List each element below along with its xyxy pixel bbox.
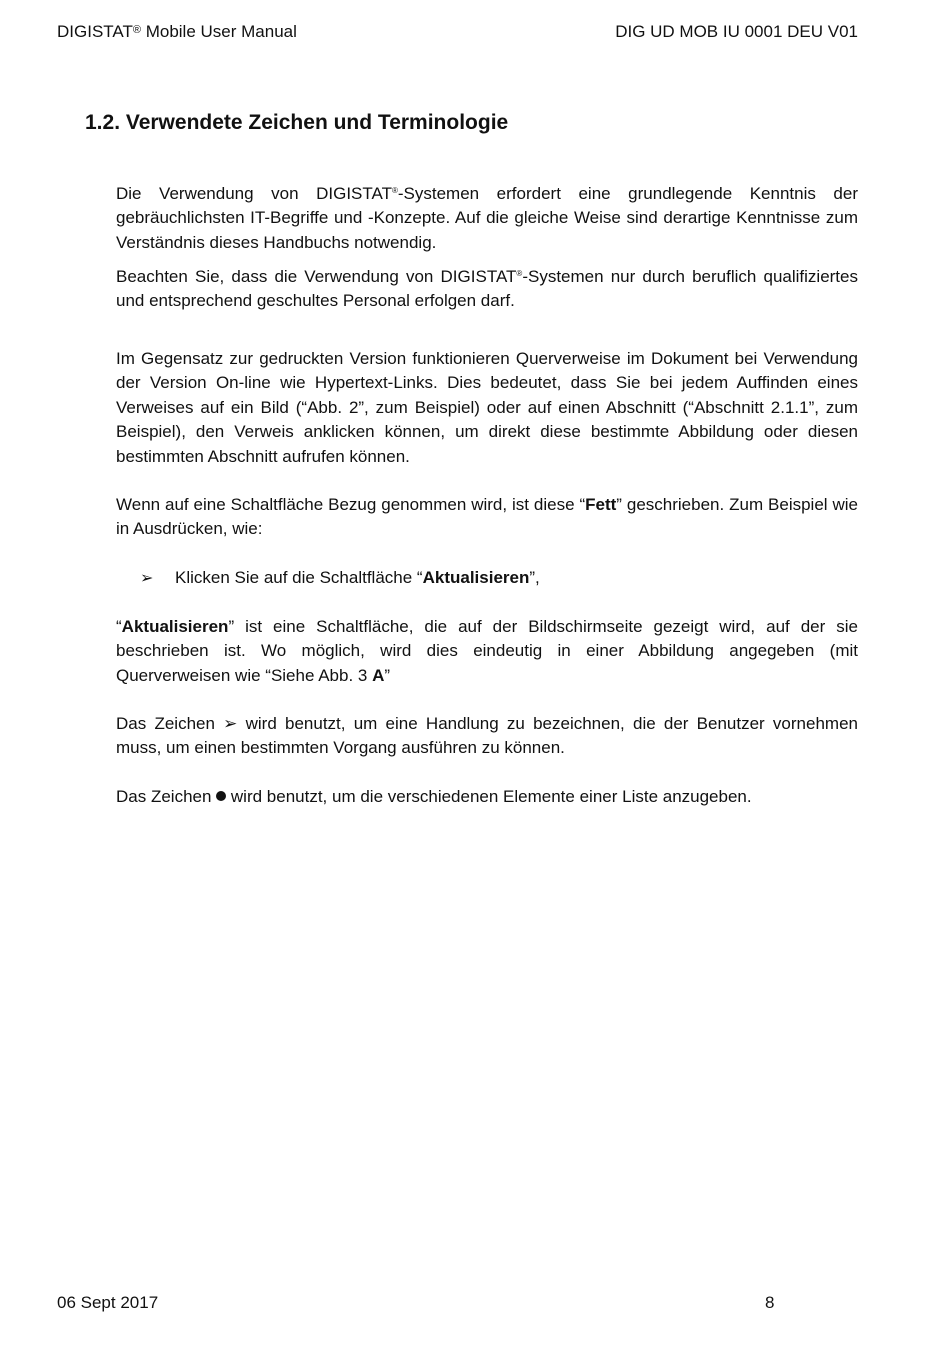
paragraph-text: “ xyxy=(116,617,122,636)
arrow-bullet-icon: ➢ xyxy=(223,714,238,733)
header-title xyxy=(57,20,297,44)
registered-mark: ® xyxy=(132,24,141,36)
header-subtitle: Mobile User Manual xyxy=(140,22,297,41)
paragraph-text: -Systemen erfordert eine grundlegende Kenntnis der gebräuchlichsten IT-Begriffe und -Konzepte. Auf die gleiche Weise sind derartige Kenntnisse zum Verständnis dieses Handbuchs notwendig. xyxy=(116,184,858,252)
registered-mark: ® xyxy=(516,269,523,278)
paragraph-text: ” xyxy=(384,665,391,685)
paragraph-text: wird benutzt, um eine Handlung zu bezeichnen, die der Benutzer vornehmen muss, um einen bestimmten Vorgang ausführen zu können. xyxy=(116,714,858,758)
paragraph-text: Das Zeichen xyxy=(116,714,224,733)
paragraph-text: ” ist eine Schaltfläche, die auf der Bildschirmseite gezeigt wird, auf der sie beschrieben ist. Wo möglich, wird dies eindeutig in einer Abbildung angegeben (mit Querverweisen wie “Siehe Abb. 3 xyxy=(116,617,858,685)
button-name: Aktualisieren xyxy=(121,617,229,636)
page-number: 8 xyxy=(765,1293,775,1312)
paragraph-arrow-symbol xyxy=(116,712,858,761)
paragraph-it-knowledge xyxy=(116,182,858,255)
list-item-text: ”, xyxy=(529,568,540,587)
paragraph-text: Beachten Sie, dass die Verwendung von DIGISTAT xyxy=(116,267,517,286)
paragraph-text: ” geschrieben. Zum Beispiel wie in Ausdrücken, wie: xyxy=(116,495,858,539)
paragraph-text: Wenn auf eine Schaltfläche Bezug genommen wird, ist diese “ xyxy=(116,495,586,514)
bold-example: Fett xyxy=(585,495,617,514)
list-item-text: Klicken Sie auf die Schaltfläche “ xyxy=(175,568,423,587)
paragraph-text: -Systemen nur durch beruflich qualifiziertes und entsprechend geschultes Personal erfolgen darf. xyxy=(116,267,858,311)
list-item xyxy=(140,566,540,591)
paragraph-text: Die Verwendung von DIGISTAT xyxy=(116,184,392,203)
document-code: DIG UD MOB IU 0001 DEU V01 xyxy=(615,22,858,41)
registered-mark: ® xyxy=(391,186,398,195)
paragraph-button-description xyxy=(116,615,858,688)
paragraph-text: Das Zeichen xyxy=(116,787,217,806)
figure-label: A xyxy=(372,665,385,685)
paragraph-text: wird benutzt, um die verschiedenen Elemente einer Liste anzugeben. xyxy=(226,787,752,806)
button-name: Aktualisieren xyxy=(422,568,530,587)
section-heading: 1.2. Verwendete Zeichen und Terminologie xyxy=(85,111,509,134)
paragraph-cross-references: Im Gegensatz zur gedruckten Version funktionieren Querverweise im Dokument bei Verwendung der Version On-line wie Hypertext-Links. Dies bedeutet, dass Sie bei jedem Auffinden eines Verweises auf ein Bild (“Abb. 2”, zum Beispiel) oder auf einen Abschnitt (“Abschnitt 2.1.1”, zum Beispiel), den Verweis anklicken können, um direkt diese bestimmte Abbildung oder diesen bestimmten Abschnitt aufrufen können. xyxy=(116,349,858,466)
paragraph-bold-buttons xyxy=(116,493,858,542)
paragraph-qualified-staff xyxy=(116,265,858,314)
arrow-bullet-icon: ➢ xyxy=(140,570,154,587)
footer-date: 06 Sept 2017 xyxy=(57,1293,159,1312)
round-bullet-icon xyxy=(216,791,226,801)
header-brand: DIGISTAT xyxy=(57,22,133,41)
paragraph-dot-symbol xyxy=(116,785,858,809)
